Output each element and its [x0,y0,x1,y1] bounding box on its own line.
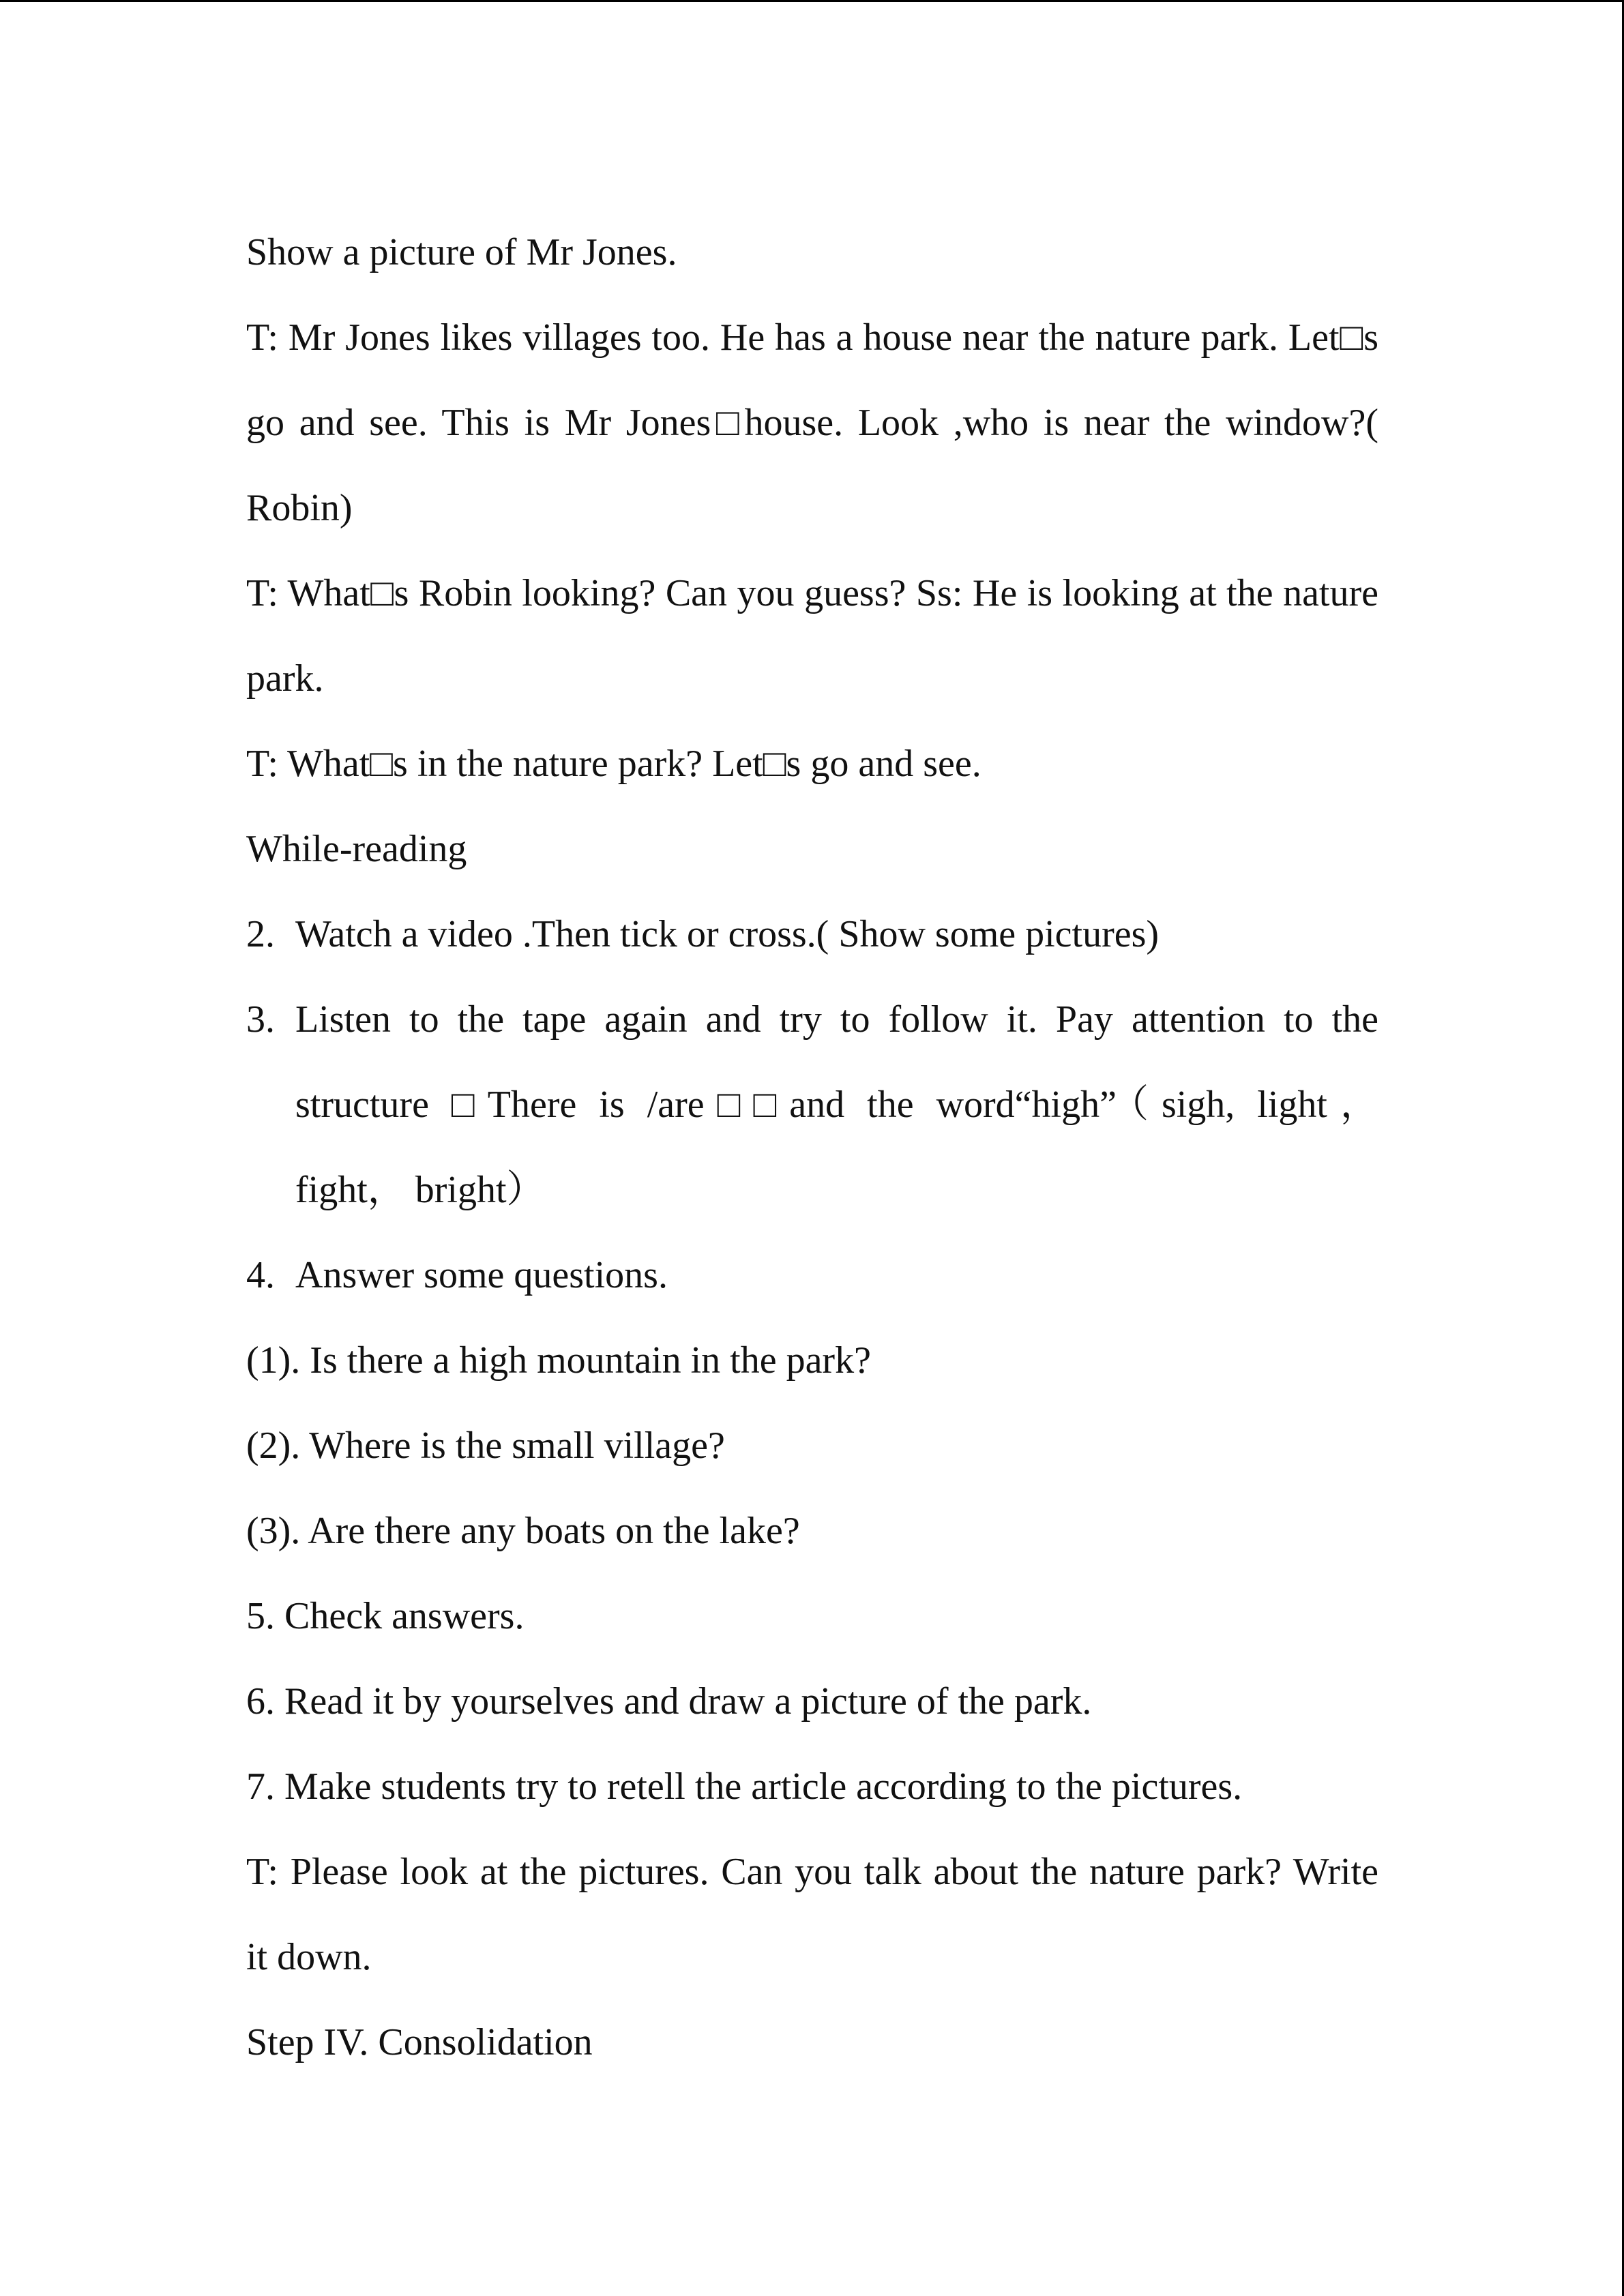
page-border-top [0,0,1624,2]
text-line-robin-looking: T: What□s Robin looking? Can you guess? Ss: He is looking at the nature [246,572,1378,614]
text-line-whats-in-park: T: What□s in the nature park? Let□s go and see. [246,743,981,785]
step-7-retell: 7. Make students try to retell the article according to the pictures. [246,1765,1243,1808]
section-heading-consolidation: Step IV. Consolidation [246,2021,593,2063]
text-line-it-down: it down. [246,1936,372,1978]
list-number: 3. [246,998,275,1041]
list-number: 4. [246,1254,275,1296]
list-item-text: Answer some questions. [295,1254,668,1296]
list-item-3-line-2: structure □There is /are□□and the word“high”（sigh, light， [295,1084,1378,1126]
list-item-3-first-line [246,977,1378,1062]
question-2: (2). Where is the small village? [246,1425,725,1467]
list-item-2 [246,892,1378,977]
step-5-check-answers: 5. Check answers. [246,1595,525,1637]
list-item-3 [246,977,1378,1233]
step-6-read: 6. Read it by yourselves and draw a picture of the park. [246,1680,1092,1723]
list-item-3-line-3: fight， bright） [295,1169,545,1211]
list-item-text: Listen to the tape again and try to follow it. Pay attention to the [295,998,1378,1041]
question-1: (1). Is there a high mountain in the park? [246,1339,871,1382]
list-item-4 [246,1233,1378,1318]
text-line-please-look: T: Please look at the pictures. Can you talk about the nature park? Write [246,1851,1378,1893]
text-line-go-and-see: go and see. This is Mr Jones□house. Look ,who is near the window?( [246,402,1378,444]
document-body [246,210,1378,2085]
text-line-mr-jones-likes: T: Mr Jones likes villages too. He has a house near the nature park. Let□s [246,316,1378,359]
list-number: 2. [246,913,275,955]
section-heading-while-reading: While-reading [246,828,467,870]
text-line-park: park. [246,657,324,700]
text-line-robin: Robin) [246,487,353,529]
question-3: (3). Are there any boats on the lake? [246,1510,800,1552]
text-line-show-picture: Show a picture of Mr Jones. [246,231,677,273]
list-item-text: Watch a video .Then tick or cross.( Show some pictures) [295,913,1160,955]
